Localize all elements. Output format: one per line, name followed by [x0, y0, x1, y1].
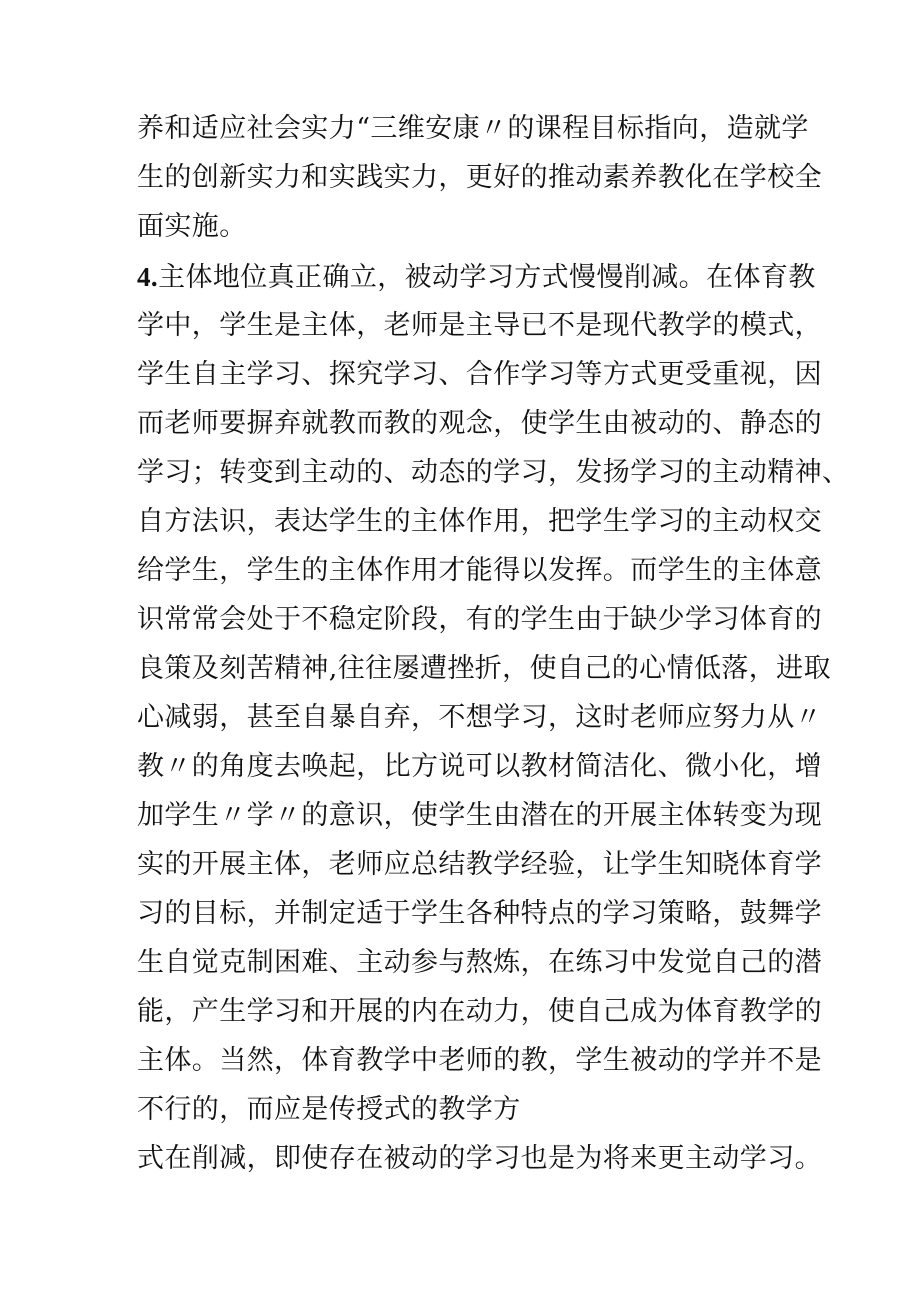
paragraph-line: 而老师要摒弃就教而教的观念，使学生由被动的、静态的 — [137, 408, 822, 439]
paragraph-line: 教〃的角度去唤起，比方说可以教材简洁化、微小化，增 — [137, 751, 822, 782]
paragraph-line: 学生自主学习、探究学习、合作学习等方式更受重视，因 — [137, 359, 822, 390]
paragraph-line: 实的开展主体，老师应总结教学经验，让学生知晓体育学 — [137, 849, 822, 880]
paragraph-line: 面实施。 — [137, 211, 247, 242]
paragraph-line-text: 主体地位真正确立，被动学习方式慢慢削减。在体育教 — [158, 262, 816, 293]
paragraph-line: 加学生〃学〃的意识，使学生由潜在的开展主体转变为现 — [137, 800, 822, 831]
paragraph-line: 主体。当然，体育教学中老师的教，学生被动的学并不是 — [137, 1045, 822, 1076]
paragraph-line: 给学生，学生的主体作用才能得以发挥。而学生的主体意 — [137, 555, 822, 586]
paragraph-line: 学习；转变到主动的、动态的学习，发扬学习的主动精神、 — [137, 457, 850, 488]
paragraph-line: 良策及刻苦精神,往往屡遭挫折，使自己的心情低落，进取 — [137, 653, 831, 684]
paragraph-line: 自方法识，表达学生的主体作用，把学生学习的主动权交 — [137, 506, 822, 537]
paragraph-line: 生自觉克制困难、主动参与熬炼，在练习中发觉自己的潜 — [137, 947, 822, 978]
paragraph-line: 心减弱，甚至自暴自弃，不想学习，这时老师应努力从〃 — [137, 702, 822, 733]
paragraph-line: 学中，学生是主体，老师是主导已不是现代教学的模式， — [137, 310, 822, 341]
paragraph-line: 生的创新实力和实践实力，更好的推动素养教化在学校全 — [137, 162, 822, 193]
section-4-first-line — [137, 253, 816, 301]
paragraph-line: 式在削减，即使存在被动的学习也是为将来更主动学习。 — [137, 1143, 822, 1174]
paragraph-line: 能，产生学习和开展的内在动力，使自己成为体育教学的 — [137, 996, 822, 1027]
section-number: 4. — [137, 262, 159, 292]
paragraph-line: 习的目标，并制定适于学生各种特点的学习策略，鼓舞学 — [137, 898, 822, 929]
paragraph-line: 识常常会处于不稳定阶段，有的学生由于缺少学习体育的 — [137, 604, 822, 635]
paragraph-line: 不行的，而应是传授式的教学方 — [137, 1094, 521, 1125]
paragraph-line: 养和适应社会实力“三维安康〃的课程目标指向，造就学 — [137, 113, 809, 144]
